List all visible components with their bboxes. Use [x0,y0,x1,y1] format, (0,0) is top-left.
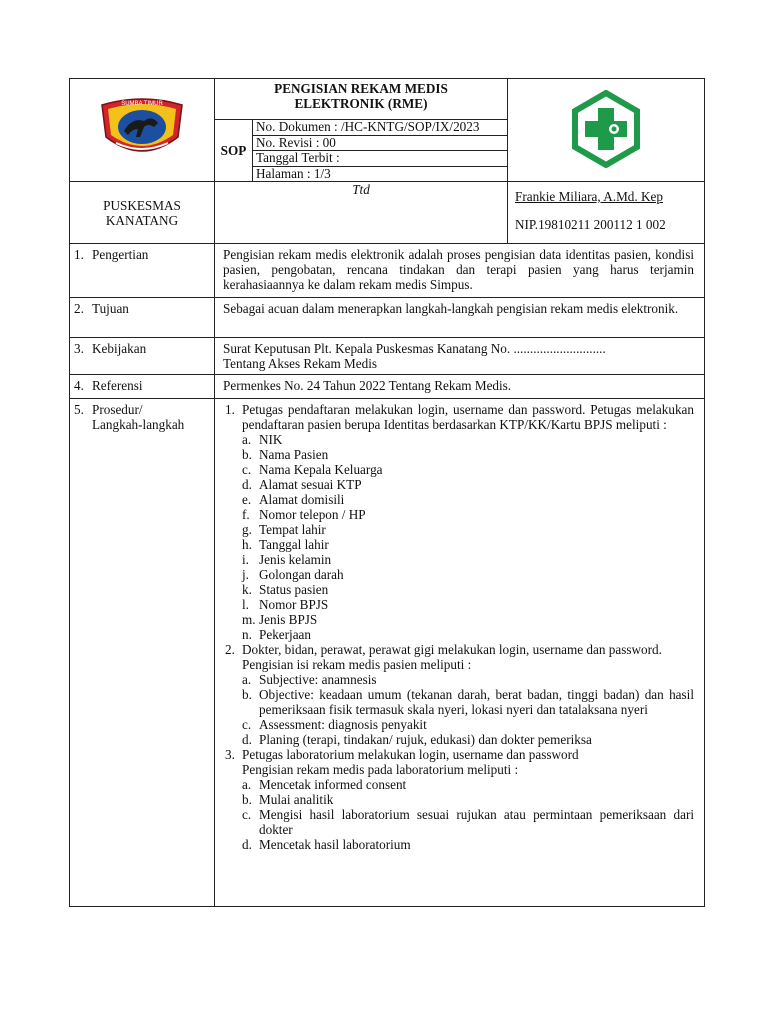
signatory-cell [508,182,705,244]
step-1-item-text: Tanggal lahir [259,537,329,552]
step-3-item-letter: a. [242,777,252,792]
step-1-item-letter: a. [242,432,252,447]
step-1-item-text: Jenis kelamin [259,552,332,567]
step-1-item-letter: d. [242,477,252,492]
step-2-item [242,687,694,717]
pengertian-label: Pengertian [92,247,149,262]
kebijakan-line-1: Surat Keputusan Plt. Kepala Puskesmas Kanatang No. ............................ [223,341,606,356]
document-title [215,79,508,120]
unit-line-2: KANATANG [105,212,179,228]
step-3-item [242,792,694,807]
kebijakan-label-cell [70,338,215,375]
title-line-2: ELEKTRONIK (RME) [294,96,428,111]
step-3 [225,747,694,852]
step-2-item [242,717,694,732]
signature-cell [215,182,508,244]
puskesmas-logo [567,90,645,168]
step-2-num: 2. [225,642,235,657]
tujuan-text: Sebagai acuan dalam menerapkan langkah-langkah pengisian rekam medis elektronik. [215,298,705,338]
step-3-item-text: Mulai analitik [259,792,334,807]
no-revisi: No. Revisi : 00 [253,136,507,152]
referensi-label: Referensi [92,378,143,393]
step-1-item [242,432,694,447]
step-2-item-text: Subjective: anamnesis [259,672,377,687]
step-2-item [242,672,694,687]
step-1-item [242,507,694,522]
step-1-item-letter: m. [242,612,256,627]
step-1-item-letter: b. [242,447,252,462]
step-1-item [242,582,694,597]
step-3-intro: Pengisian rekam medis pada laboratorium meliputi : [242,762,519,777]
step-3-item-letter: b. [242,792,252,807]
logo-top-text: SUMBA TIMUR [121,100,163,107]
step-1-item-text: Nama Kepala Keluarga [259,462,383,477]
document-meta [253,120,508,182]
no-dokumen: No. Dokumen : /HC-KNTG/SOP/IX/2023 [253,120,507,136]
prosedur-content [215,399,705,907]
step-1-item [242,447,694,462]
step-1-item-text: Jenis BPJS [259,612,318,627]
step-1-item-letter: f. [242,507,250,522]
step-1-item [242,567,694,582]
step-1-item-letter: l. [242,597,249,612]
step-3-num: 3. [225,747,235,762]
step-1-item-text: Alamat domisili [259,492,345,507]
step-2-intro: Pengisian isi rekam medis pasien meliputi : [242,657,472,672]
signatory-name: Frankie Miliara, A.Md. Kep [515,189,663,204]
step-1-item-letter: n. [242,627,252,642]
kebijakan-num: 3. [74,341,84,356]
step-1-item [242,612,694,627]
step-1-item-letter: c. [242,462,252,477]
kebijakan-label: Kebijakan [92,341,147,356]
step-1-item [242,597,694,612]
step-1-item-text: Alamat sesuai KTP [259,477,362,492]
step-3-item-text: Mengisi hasil laboratorium sesuai rujukan atau permintaan pemeriksaan dari dokter [259,807,694,837]
step-1-item-text: Status pasien [259,582,329,597]
step-1-item [242,537,694,552]
step-1-item-letter: h. [242,537,252,552]
prosedur-num: 5. [74,402,84,417]
step-1-item [242,492,694,507]
prosedur-label-1: Prosedur/ [92,402,143,417]
unit-name [70,182,215,244]
unit-line-1: PUSKESMAS [103,197,181,213]
step-1-item-text: Golongan darah [259,567,344,582]
ttd-text: Ttd [352,182,370,197]
step-1-num: 1. [225,402,235,417]
step-1-item-text: Nama Pasien [259,447,329,462]
step-3-item-letter: d. [242,837,252,852]
step-2-item [242,732,694,747]
step-3-item-letter: c. [242,807,252,822]
step-3-text: Petugas laboratorium melakukan login, username dan password [242,747,579,762]
title-line-1: PENGISIAN REKAM MEDIS [274,81,448,96]
step-1-text: Petugas pendaftaran melakukan login, username dan password. Petugas melakukan pendaftaran pasien berupa Identitas berdasarkan KTP/KK/Kartu BPJS meliputi : [242,402,694,432]
step-2-text: Dokter, bidan, perawat, perawat gigi melakukan login, username dan password. [242,642,662,657]
step-1-item [242,522,694,537]
puskesmas-logo-cell [508,79,705,182]
step-2-item-letter: d. [242,732,252,747]
sumba-timur-regency-logo [94,91,190,167]
step-3-item [242,777,694,792]
halaman: Halaman : 1/3 [256,165,331,181]
step-1-item [242,552,694,567]
kebijakan-line-2: Tentang Akses Rekam Medis [223,356,378,371]
step-2-items [242,672,694,747]
prosedur-label-cell [70,399,215,907]
step-1-item-text: NIK [259,432,283,447]
step-1-items [242,432,694,642]
step-2-item-letter: c. [242,717,252,732]
step-1-item-letter: e. [242,492,252,507]
pengertian-label-cell [70,244,215,298]
step-3-item [242,807,694,837]
step-3-item [242,837,694,852]
referensi-label-cell [70,375,215,399]
prosedur-label-2: Langkah-langkah [92,417,185,432]
step-1-item-letter: g. [242,522,252,537]
step-1-item-letter: j. [242,567,249,582]
step-1-item-letter: k. [242,582,252,597]
signatory-nip: NIP.19810211 200112 1 002 [515,217,666,232]
tujuan-label-cell [70,298,215,338]
step-1-item-text: Tempat lahir [259,522,326,537]
step-1-item [242,462,694,477]
step-3-item-text: Mencetak hasil laboratorium [259,837,411,852]
referensi-text: Permenkes No. 24 Tahun 2022 Tentang Rekam Medis. [215,375,705,399]
step-2-item-text: Planing (terapi, tindakan/ rujuk, edukasi) dan dokter pemeriksa [259,732,592,747]
step-1-item-text: Pekerjaan [259,627,311,642]
sop-table [69,78,705,907]
step-1-item [242,627,694,642]
step-2 [225,642,694,747]
step-2-item-text: Assessment: diagnosis penyakit [259,717,427,732]
step-1-item-text: Nomor telepon / HP [259,507,366,522]
step-1-item [242,477,694,492]
step-1 [225,402,694,642]
step-2-item-letter: a. [242,672,252,687]
tujuan-label: Tujuan [92,301,129,316]
step-1-item-letter: i. [242,552,249,567]
step-1-item-text: Nomor BPJS [259,597,329,612]
procedure-steps [225,402,694,852]
tanggal-terbit: Tanggal Terbit : [253,151,507,167]
step-3-item-text: Mencetak informed consent [259,777,407,792]
referensi-num: 4. [74,378,84,393]
tujuan-num: 2. [74,301,84,316]
step-3-items [242,777,694,852]
kebijakan-text [215,338,705,375]
step-2-item-text: Objective: keadaan umum (tekanan darah, berat badan, tinggi badan) dan hasil pemeriksaan fisik termasuk skala nyeri, lokasi nyeri dan tatalaksana nyeri [259,687,694,717]
pengertian-num: 1. [74,247,84,262]
sop-label: SOP [215,120,253,182]
regency-logo-cell [70,79,215,182]
pengertian-text: Pengisian rekam medis elektronik adalah proses pengisian data identitas pasien, kondisi pasien, pengobatan, rencana tindakan dan terapi pasien yang harus terjamin kerahasiaannya ke dalam rekam medis Simpus. [215,244,705,298]
step-2-item-letter: b. [242,687,252,702]
